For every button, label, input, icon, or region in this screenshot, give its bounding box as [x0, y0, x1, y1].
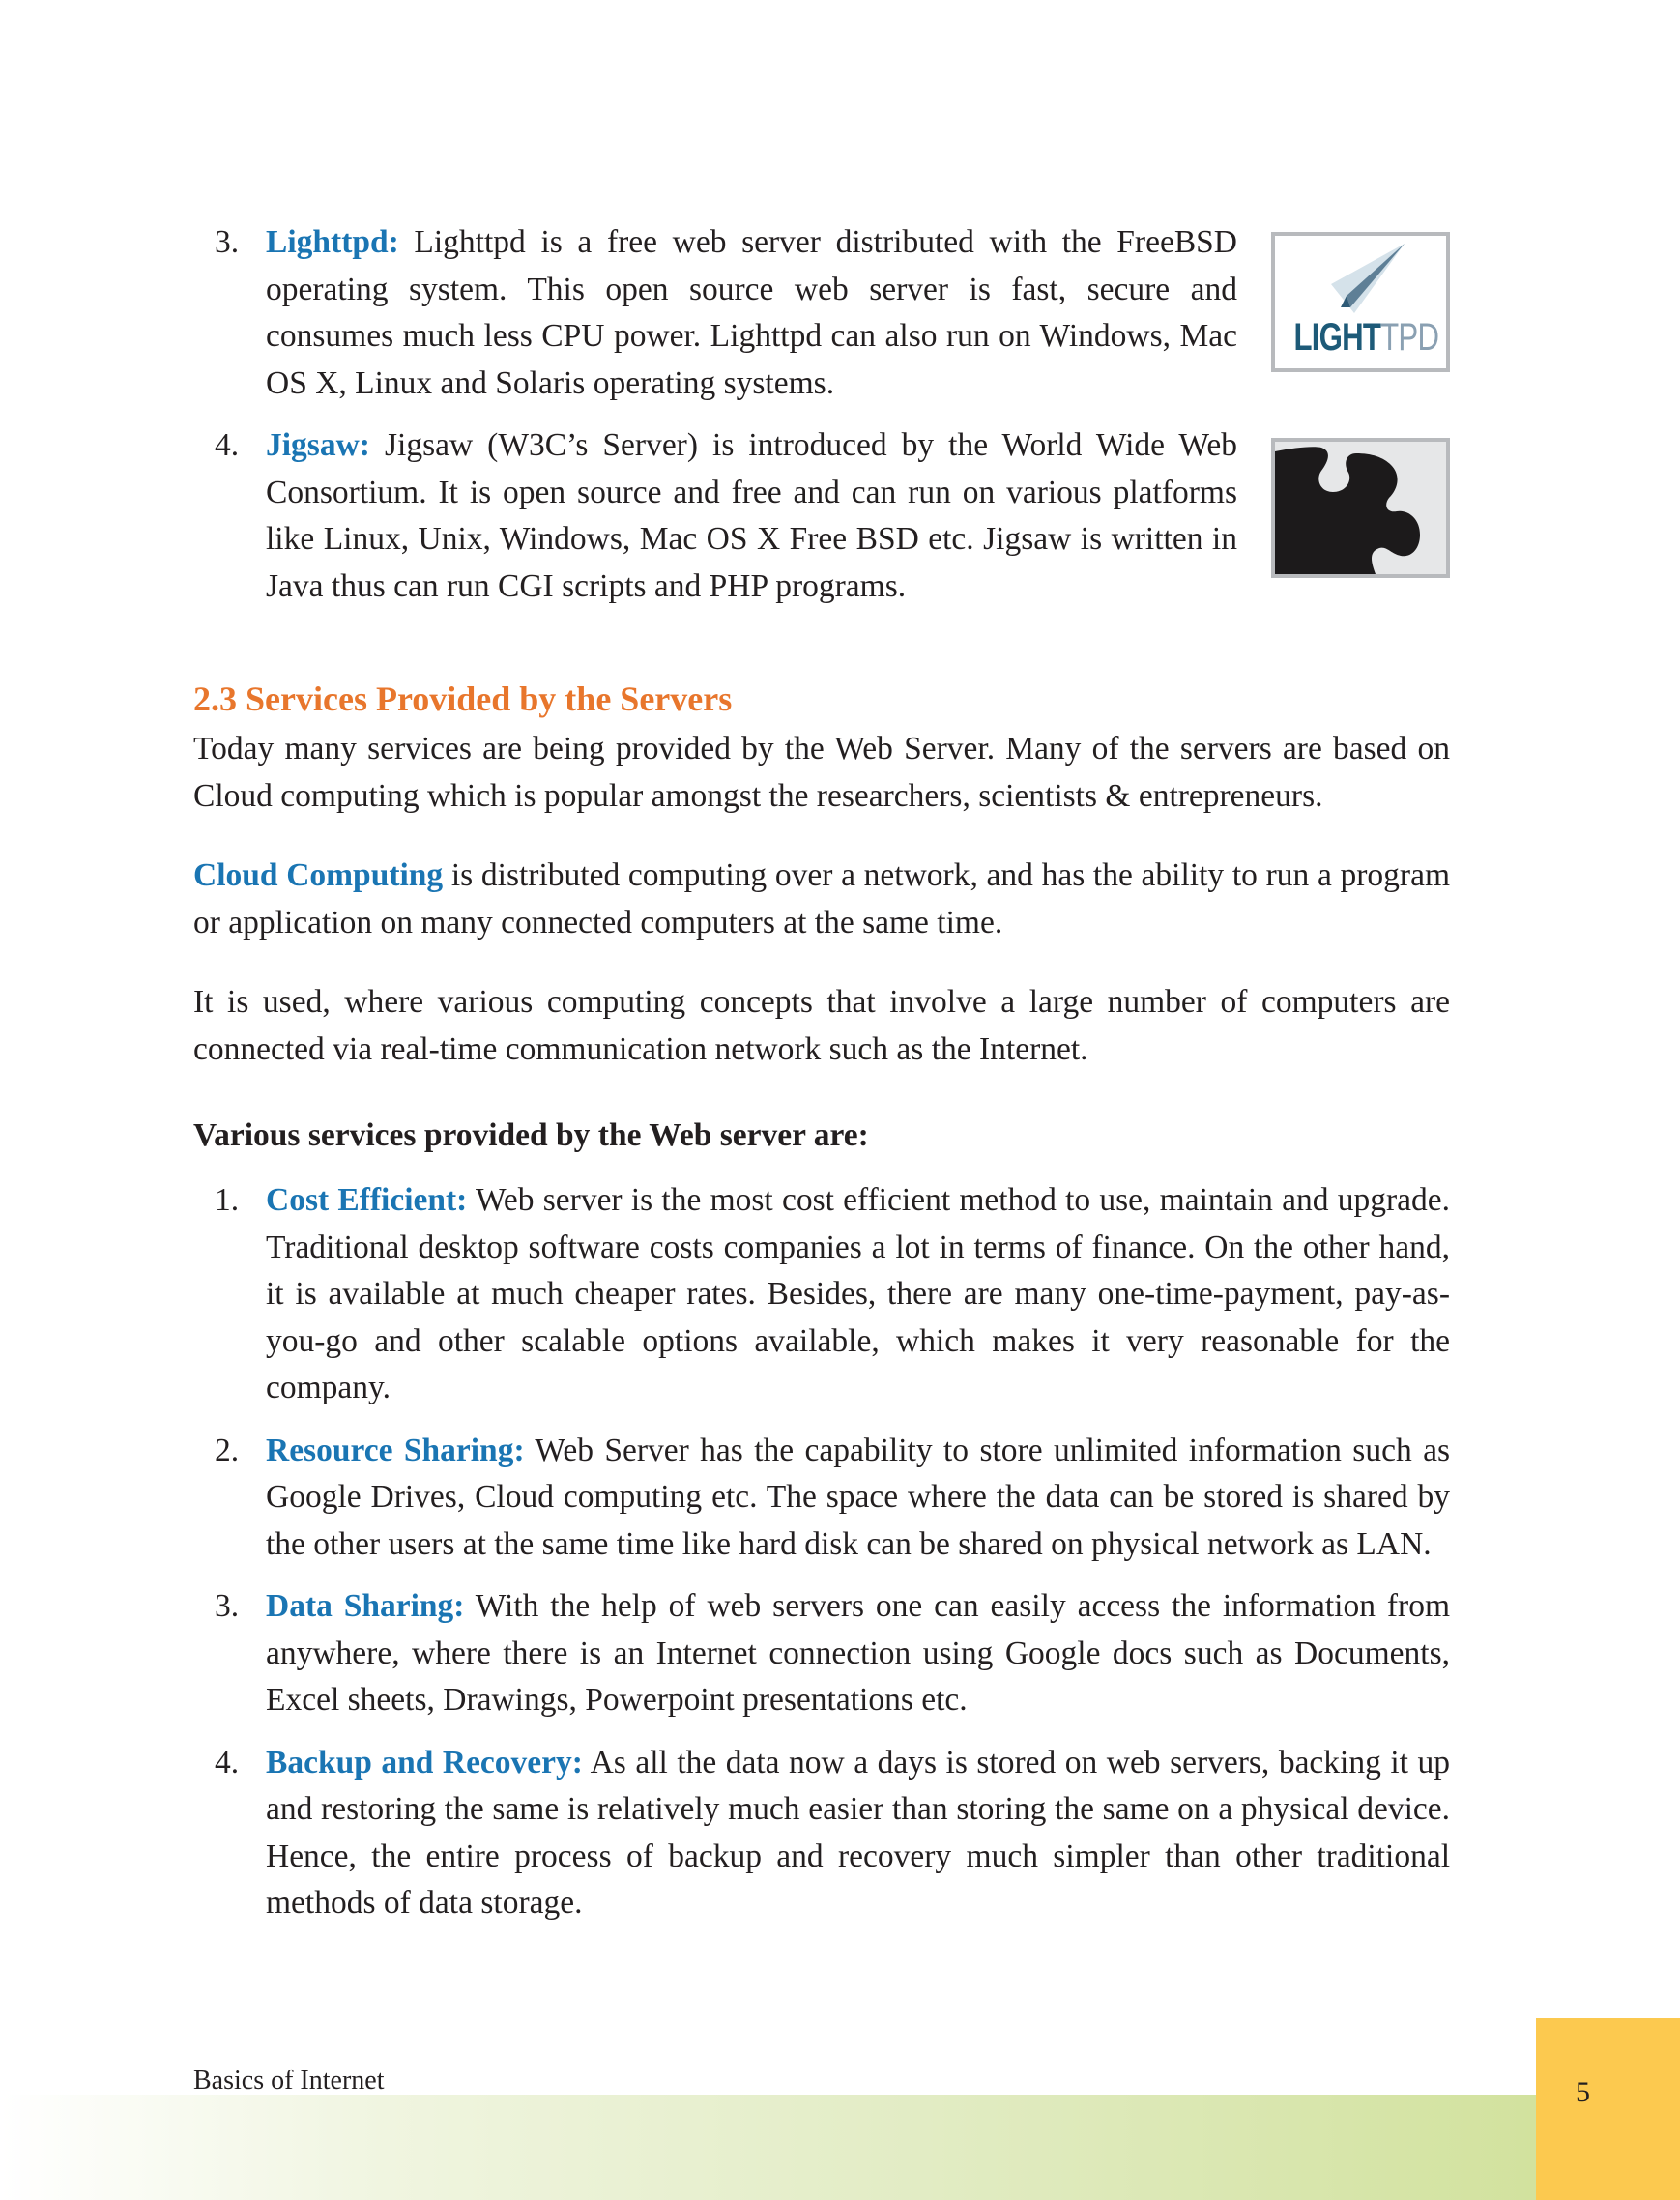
list-item-text: As all the data now a days is stored on web servers, backing it up and restoring the same is relatively much easier than storing the same on a physical device. Hence, the entire process of backup and recovery much simpler than other traditional methods of data storage.	[266, 1744, 1450, 1921]
usage-text: It is used, where various computing concepts that involve a large number of computers are connected via real-time communication network such as the Internet.	[193, 984, 1450, 1067]
jigsaw-logo	[1271, 438, 1450, 578]
servers-list	[193, 219, 1450, 610]
intro-paragraph: Today many services are being provided by the Web Server. Many of the servers are based on Cloud computing which is popular amongst the researchers, scientists & entrepreneurs.	[193, 731, 1450, 814]
list-item-cost-efficient	[193, 1177, 1450, 1412]
list-item-lighttpd	[193, 219, 1237, 407]
list-item-data-sharing	[193, 1583, 1450, 1724]
list-number: 2.	[215, 1432, 240, 1468]
usage-paragraph	[193, 979, 1450, 1073]
list-item-text: Web Server has the capability to store unlimited information such as Google Drives, Cloud computing etc. The space where the data can be stored is shared by the other users at the same time like hard disk can be shared on physical network as LAN.	[266, 1432, 1450, 1562]
wordmark-light: LIGHT	[1293, 316, 1381, 359]
lighttpd-logo	[1271, 232, 1450, 372]
list-number: 3.	[215, 224, 240, 260]
term-resource-sharing: Resource Sharing:	[266, 1432, 525, 1468]
list-number: 4.	[215, 1744, 240, 1780]
page-number: 5	[1576, 2076, 1590, 2108]
term-cloud-computing: Cloud Computing	[193, 857, 444, 893]
term-jigsaw: Jigsaw:	[266, 427, 370, 463]
footer-book-title: Basics of Internet	[193, 2066, 385, 2096]
list-item-backup-recovery	[193, 1740, 1450, 1927]
page-number-tab	[1536, 2018, 1680, 2200]
cloud-definition: is distributed computing over a network, and has the ability to run a program or application on many connected computers at the same time.	[193, 857, 1451, 941]
term-lighttpd: Lighttpd:	[266, 224, 399, 260]
paper-plane-icon	[1271, 236, 1450, 323]
cloud-paragraph-text	[193, 853, 1450, 946]
services-list	[193, 1177, 1450, 1927]
list-item-text: With the help of web servers one can easily access the information from anywhere, where there is an Internet connection using Google docs such as Documents, Excel sheets, Drawings, Powerpoint presentations etc.	[266, 1588, 1450, 1718]
term-cost-efficient: Cost Efficient:	[266, 1182, 468, 1218]
list-number: 3.	[215, 1588, 240, 1624]
cloud-computing-paragraph	[193, 853, 1450, 946]
term-backup-recovery: Backup and Recovery:	[266, 1744, 583, 1780]
term-data-sharing: Data Sharing:	[266, 1588, 465, 1624]
section-heading: 2.3 Services Provided by the Servers	[193, 680, 733, 718]
list-number: 4.	[215, 427, 240, 463]
list-item-resource-sharing	[193, 1428, 1450, 1569]
wordmark-tpd: TPD	[1380, 316, 1439, 359]
puzzle-piece-icon	[1275, 442, 1446, 574]
list-item-text: Lighttpd is a free web server distributed with the FreeBSD operating system. This open source web server is fast, secure and consumes much less CPU power. Lighttpd can also run on Windows, Mac OS X, Linux and Solaris operating systems.	[266, 224, 1237, 401]
list-number: 1.	[215, 1182, 240, 1218]
section-intro	[193, 726, 1450, 820]
footer-gradient-band	[0, 2095, 1537, 2200]
list-item-jigsaw	[193, 422, 1237, 610]
list-item-text: Web server is the most cost efficient method to use, maintain and upgrade. Traditional desktop software costs companies a lot in terms of finance. On the other hand, it is available at much cheaper rates. Besides, there are many one-time-payment, pay-as-you-go and other scalable options available, which makes it very reasonable for the company.	[266, 1182, 1450, 1405]
list-item-text: Jigsaw (W3C’s Server) is introduced by the World Wide Web Consortium. It is open source and free and can run on various platforms like Linux, Unix, Windows, Mac OS X Free BSD etc. Jigsaw is written in Java thus can run CGI scripts and PHP programs.	[266, 427, 1237, 604]
services-lead: Various services provided by the Web server are:	[193, 1117, 869, 1153]
lighttpd-wordmark	[1293, 316, 1439, 359]
